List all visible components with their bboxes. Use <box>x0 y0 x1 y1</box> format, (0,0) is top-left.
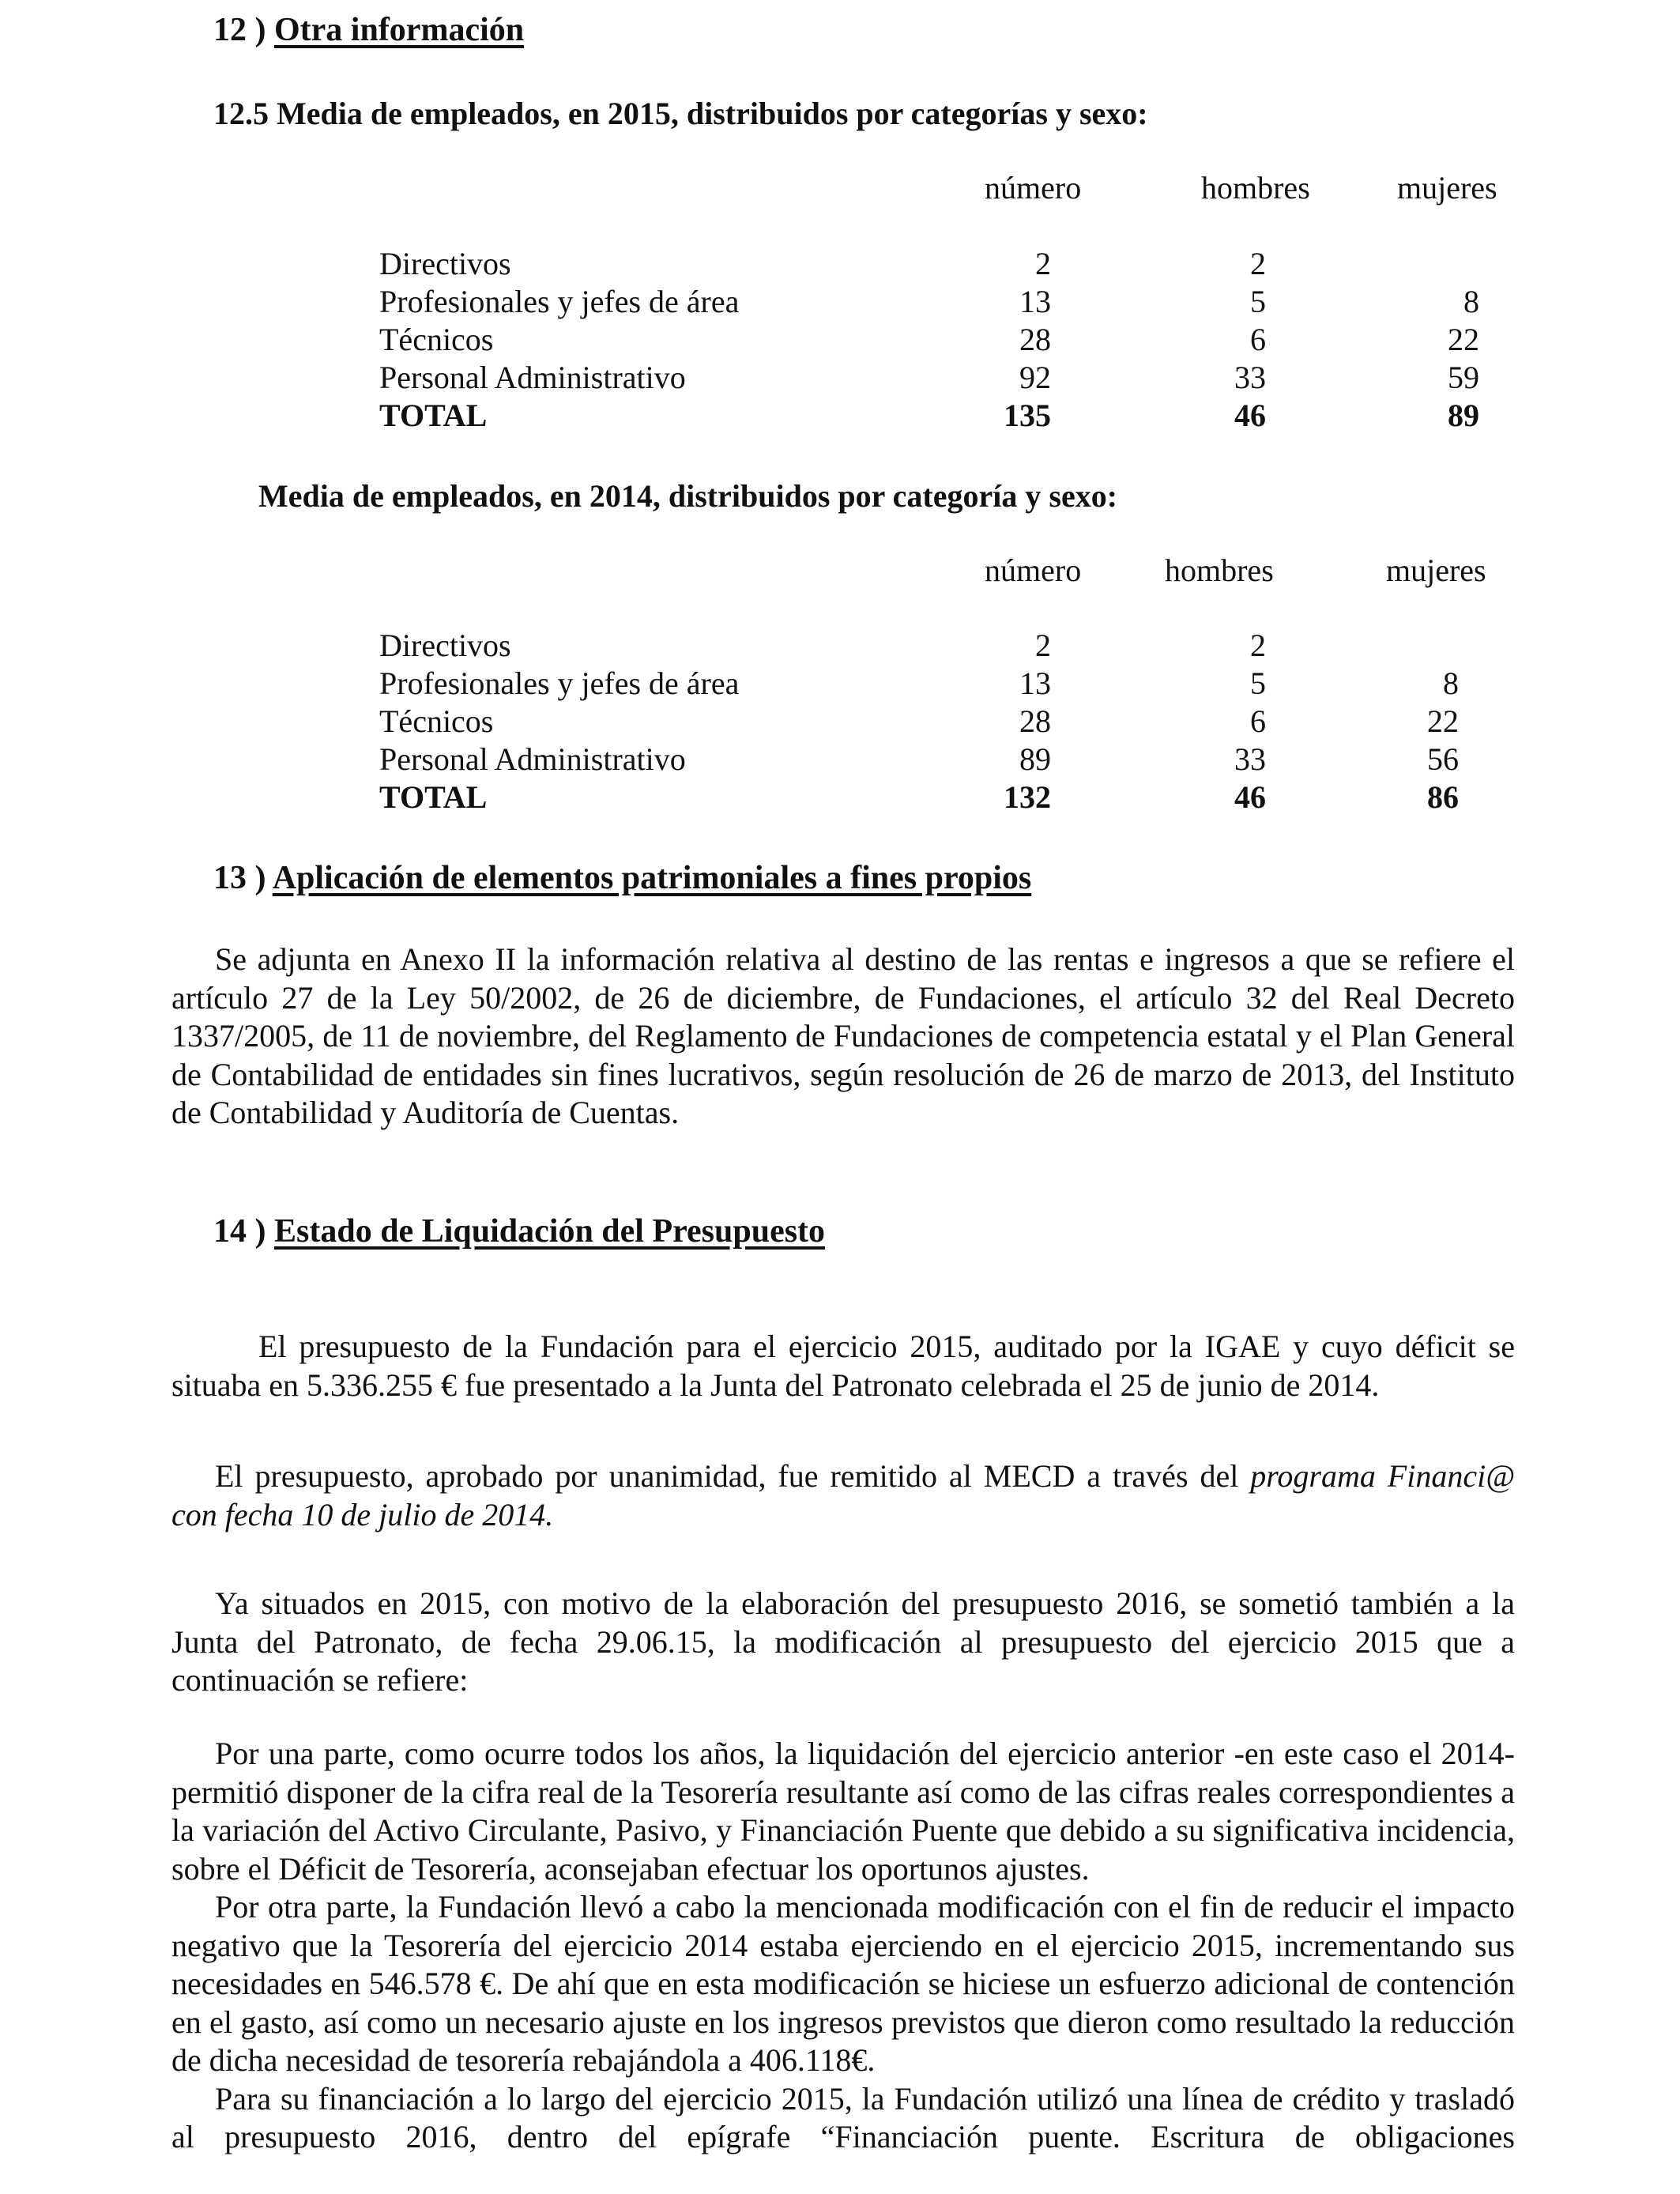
section-13-body <box>171 941 1515 1133</box>
row-numero: 89 <box>1019 741 1051 777</box>
row-label: Técnicos <box>379 322 494 357</box>
row-numero: 28 <box>1019 322 1051 357</box>
section-14-body-2 <box>171 1457 1515 1534</box>
paragraph-2-text: El presupuesto, aprobado por unanimidad, fue remitido al MECD a través del <box>215 1458 1251 1494</box>
row-numero: 2 <box>1035 628 1051 663</box>
table-row <box>0 703 1680 741</box>
paragraph-2-italic-text: programa Financi@ con fecha 10 de julio de 2014. <box>171 1458 1516 1532</box>
section-2014-heading: Media de empleados, en 2014, distribuidos por categoría y sexo: <box>258 478 1118 514</box>
row-hombres: 5 <box>1250 284 1266 319</box>
section-14-paragraph-6: Para su financiación a lo largo del ejercicio 2015, la Fundación utilizó una línea de crédito y trasladó al presupuesto 2016, dentro del epígrafe “Financiación puente. Escritura de obligaciones <box>171 2080 1515 2154</box>
table-row <box>0 627 1680 665</box>
total-label: TOTAL <box>379 398 488 433</box>
row-label: Directivos <box>379 246 511 281</box>
row-mujeres: 56 <box>1427 741 1459 777</box>
section-13-number: 13 ) <box>213 860 266 896</box>
section-14-paragraph-3: Ya situados en 2015, con motivo de la elaboración del presupuesto 2016, se sometió también a la Junta del Patronato, de fecha 29.06.15, la modificación al presupuesto del ejercicio 2015 que a continuación se refiere: <box>171 1585 1515 1698</box>
section-13-paragraph: Se adjunta en Anexo II la información relativa al destino de las rentas e ingresos a que se refiere el artículo 27 de la Ley 50/2002, de 26 de diciembre, de Fundaciones, el artículo 32 del Real Decreto 1337/2005, de 11 de noviembre, del Reglamento de Fundaciones de competencia estatal y el Plan General de Contabilidad de entidades sin fines lucrativos, según resolución de 26 de marzo de 2013, del Instituto de Contabilidad y Auditoría de Cuentas. <box>171 941 1515 1130</box>
row-numero: 13 <box>1019 665 1051 701</box>
section-13-heading <box>213 859 1031 897</box>
section-14-paragraph-2 <box>171 1457 1515 1534</box>
row-numero: 2 <box>1035 246 1051 281</box>
table-2014-header-numero: número <box>985 552 1082 588</box>
row-hombres: 5 <box>1250 665 1266 701</box>
row-mujeres: 8 <box>1463 284 1479 319</box>
row-numero: 28 <box>1019 703 1051 739</box>
table-row <box>0 321 1680 359</box>
section-12-5-heading: 12.5 Media de empleados, en 2015, distribuidos por categorías y sexo: <box>213 96 1148 131</box>
table-row <box>0 283 1680 321</box>
table-2014-header-mujeres: mujeres <box>1386 552 1486 588</box>
row-label: Profesionales y jefes de área <box>379 665 740 701</box>
total-hombres: 46 <box>1234 779 1266 815</box>
section-12-heading <box>213 11 524 49</box>
total-label: TOTAL <box>379 779 488 815</box>
row-numero: 92 <box>1019 360 1051 395</box>
row-mujeres: 22 <box>1448 322 1479 357</box>
table-row <box>0 665 1680 703</box>
table-row <box>0 741 1680 778</box>
row-label: Técnicos <box>379 703 494 739</box>
table-total-row <box>0 397 1680 435</box>
row-label: Profesionales y jefes de área <box>379 284 740 319</box>
section-14-body-3 <box>171 1585 1515 1700</box>
row-hombres: 33 <box>1234 360 1266 395</box>
row-label: Personal Administrativo <box>379 741 686 777</box>
row-label: Personal Administrativo <box>379 360 686 395</box>
section-14-number: 14 ) <box>213 1213 266 1250</box>
section-14-body-1 <box>171 1328 1515 1404</box>
total-mujeres: 89 <box>1448 398 1479 433</box>
total-mujeres: 86 <box>1427 779 1459 815</box>
total-hombres: 46 <box>1234 398 1266 433</box>
table-row <box>0 245 1680 283</box>
section-12-title: Otra información <box>274 12 525 48</box>
table-2014-header-hombres: hombres <box>1165 552 1274 588</box>
total-numero: 132 <box>1004 779 1051 815</box>
row-label: Directivos <box>379 628 511 663</box>
total-numero: 135 <box>1004 398 1051 433</box>
row-mujeres: 8 <box>1443 665 1459 701</box>
row-hombres: 6 <box>1250 322 1266 357</box>
section-13-title: Aplicación de elementos patrimoniales a fines propios <box>272 860 1032 896</box>
table-row <box>0 359 1680 397</box>
section-14-paragraph-4: Por una parte, como ocurre todos los años, la liquidación del ejercicio anterior -en este caso el 2014- permitió disponer de la cifra real de la Tesorería resultante así como de las cifras reales correspondientes a la variación del Activo Circulante, Pasivo, y Financiación Puente que debido a su significativa incidencia, sobre el Déficit de Tesorería, aconsejaban efectuar los oportunos ajustes. <box>171 1736 1515 1887</box>
row-hombres: 33 <box>1234 741 1266 777</box>
section-12-number: 12 ) <box>213 12 266 48</box>
row-hombres: 2 <box>1250 628 1266 663</box>
table-2015-header-numero: número <box>985 170 1082 205</box>
table-total-row <box>0 778 1680 816</box>
section-14-paragraph-1: El presupuesto de la Fundación para el ejercicio 2015, auditado por la IGAE y cuyo déficit se situaba en 5.336.255 € fue presentado a la Junta del Patronato celebrada el 25 de junio de 2014. <box>171 1329 1515 1403</box>
table-2015-header-mujeres: mujeres <box>1397 170 1497 205</box>
row-hombres: 2 <box>1250 246 1266 281</box>
row-numero: 13 <box>1019 284 1051 319</box>
table-2015-header-hombres: hombres <box>1201 170 1310 205</box>
section-14-body-4 <box>171 1735 1515 2157</box>
section-14-paragraph-5: Por otra parte, la Fundación llevó a cabo la mencionada modificación con el fin de reducir el impacto negativo que la Tesorería del ejercicio 2014 estaba ejerciendo en el ejercicio 2015, incrementando sus necesidades en 546.578 €. De ahí que en esta modificación se hiciese un esfuerzo adicional de contención en el gasto, así como un necesario ajuste en los ingresos previstos que dieron como resultado la reducción de dicha necesidad de tesorería rebajándola a 406.118€. <box>171 1889 1515 2078</box>
row-hombres: 6 <box>1250 703 1266 739</box>
section-14-title: Estado de Liquidación del Presupuesto <box>274 1213 826 1250</box>
row-mujeres: 59 <box>1448 360 1479 395</box>
row-mujeres: 22 <box>1427 703 1459 739</box>
section-14-heading <box>213 1212 825 1250</box>
